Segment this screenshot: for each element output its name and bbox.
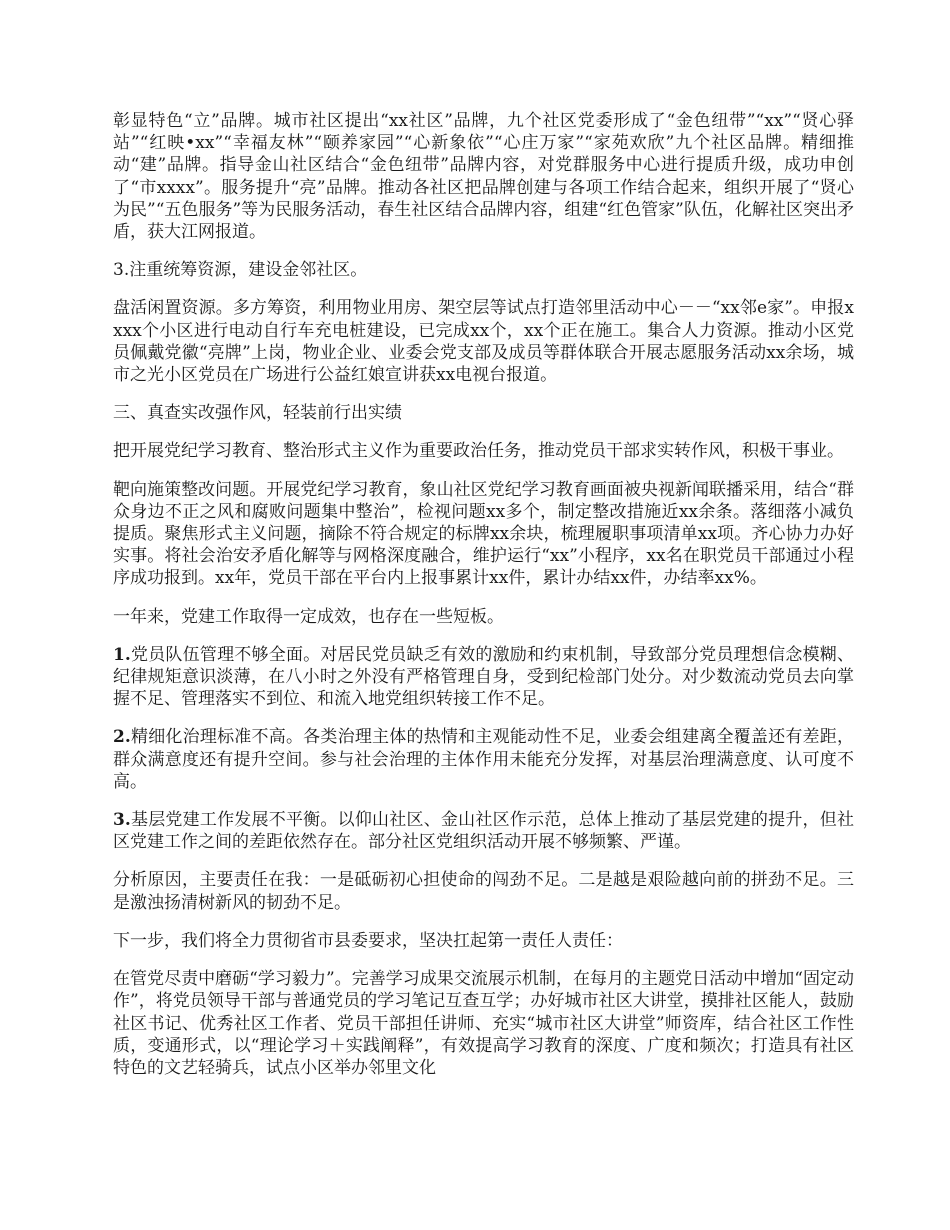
paragraph-text: 把开展党纪学习教育、整治形式主义作为重要政治任务，推动党员干部求实转作风，积极干事业。 (113, 441, 844, 462)
paragraph-rectification (113, 479, 854, 590)
paragraph-text: 一年来，党建工作取得一定成效，也存在一些短板。 (113, 606, 504, 627)
paragraph-text: 靶向施策整改问题。开展党纪学习教育，象山社区党纪学习教育画面被央视新闻联播采用，结合“群众身边不正之风和腐败问题集中整治”，检视问题xx多个，制定整改措施近xx余条。落细落小减负提质。聚焦形式主义问题，摘除不符合规定的标牌xx余块，梳理履职事项清单xx项。齐心协力办好实事。将社会治安矛盾化解等与网格深度融合，维护运行“xx”小程序，xx名在职党员干部通过小程序成功报到。xx年，党员干部在平台内上报事累计xx件，累计办结xx件，办结率xx%。 (113, 479, 854, 589)
paragraph-lead: 2. (113, 727, 131, 748)
paragraph-shortcomings-intro (113, 606, 854, 628)
paragraph-heading-resources (113, 259, 854, 281)
paragraph-text: 基层党建工作发展不平衡。以仰山社区、金山社区作示范，总体上推动了基层党建的提升，但社区党建工作之间的差距依然存在。部分社区党组织活动开展不够频繁、严谨。 (113, 810, 854, 853)
paragraph-brand-building (113, 110, 854, 243)
paragraph-text: 分析原因，主要责任在我：一是砥砺初心担使命的闯劲不足。二是越是艰险越向前的拼劲不足。三是激浊扬清树新风的韧劲不足。 (113, 870, 854, 913)
paragraph-lead: 3. (113, 810, 131, 831)
paragraph-resources (113, 297, 854, 386)
section-heading-three (113, 402, 854, 424)
paragraph-text: 3.注重统筹资源，建设金邻社区。 (113, 260, 368, 281)
paragraph-text: 彰显特色“立”品牌。城市社区提出“xx社区”品牌，九个社区党委形成了“金色纽带”“xx”“贤心驿站”“红映•xx”“幸福友林”“颐养家园”“心新象依”“心庄万家”“家苑欢欣”九个社区品牌。精细推动“建”品牌。指导金山社区结合“金色纽带”品牌内容，对党群服务中心进行提质升级，成功申创了“市xxxx”。服务提升“亮”品牌。推动各社区把品牌创建与各项工作结合起来，组织开展了“贤心为民”“五色服务”等为民服务活动，春生社区结合品牌内容，组建“红色管家”队伍，化解社区突出矛盾，获大江网报道。 (113, 111, 854, 243)
paragraph-text: 三、真查实改强作风，轻装前行出实绩 (113, 403, 402, 424)
paragraph-text: 在管党尽责中磨砺“学习毅力”。完善学习成果交流展示机制，在每月的主题党日活动中增加“固定动作”，将党员领导干部与普通党员的学习笔记互查互学；办好城市社区大讲堂，摸排社区能人，鼓励社区书记、优秀社区工作者、党员干部担任讲师、充实“城市社区大讲堂”师资库，结合社区工作性质，变通形式，以“理论学习＋实践阐释”，有效提高学习教育的深度、广度和频次；打造具有社区特色的文艺轻骑兵，试点小区举办邻里文化 (113, 969, 854, 1078)
paragraph-next-steps (113, 930, 854, 952)
paragraph-shortcoming-3 (113, 809, 854, 853)
paragraph-learning-perseverance (113, 968, 854, 1079)
paragraph-text: 党员队伍管理不够全面。对居民党员缺乏有效的激励和约束机制，导致部分党员理想信念模糊、纪律规矩意识淡薄，在八小时之外没有严格管理自身，受到纪检部门处分。对少数流动党员去向掌握不足、管理落实不到位、和流入地党组织转接工作不足。 (113, 644, 854, 710)
paragraph-text: 盘活闲置资源。多方筹资，利用物业用房、架空层等试点打造邻里活动中心－－“xx邻e家”。申报xxxx个小区进行电动自行车充电桩建设，已完成xx个，xx个正在施工。集合人力资源。推动小区党员佩戴党徽“亮牌”上岗，物业企业、业委会党支部及成员等群体联合开展志愿服务活动xx余场，城市之光小区党员在广场进行公益红娘宣讲获xx电视台报道。 (113, 298, 854, 386)
paragraph-lead: 1. (113, 644, 131, 665)
paragraph-shortcoming-2 (113, 726, 854, 793)
paragraph-text: 精细化治理标准不高。各类治理主体的热情和主观能动性不足，业委会组建离全覆盖还有差距，群众满意度还有提升空间。参与社会治理的主体作用未能充分发挥，对基层治理满意度、认可度不高。 (113, 727, 854, 792)
paragraph-shortcoming-1 (113, 644, 854, 711)
paragraph-cause-analysis (113, 869, 854, 913)
paragraph-discipline-intro (113, 440, 854, 462)
paragraph-text: 下一步，我们将全力贯彻省市县委要求，坚决扛起第一责任人责任： (113, 930, 623, 951)
